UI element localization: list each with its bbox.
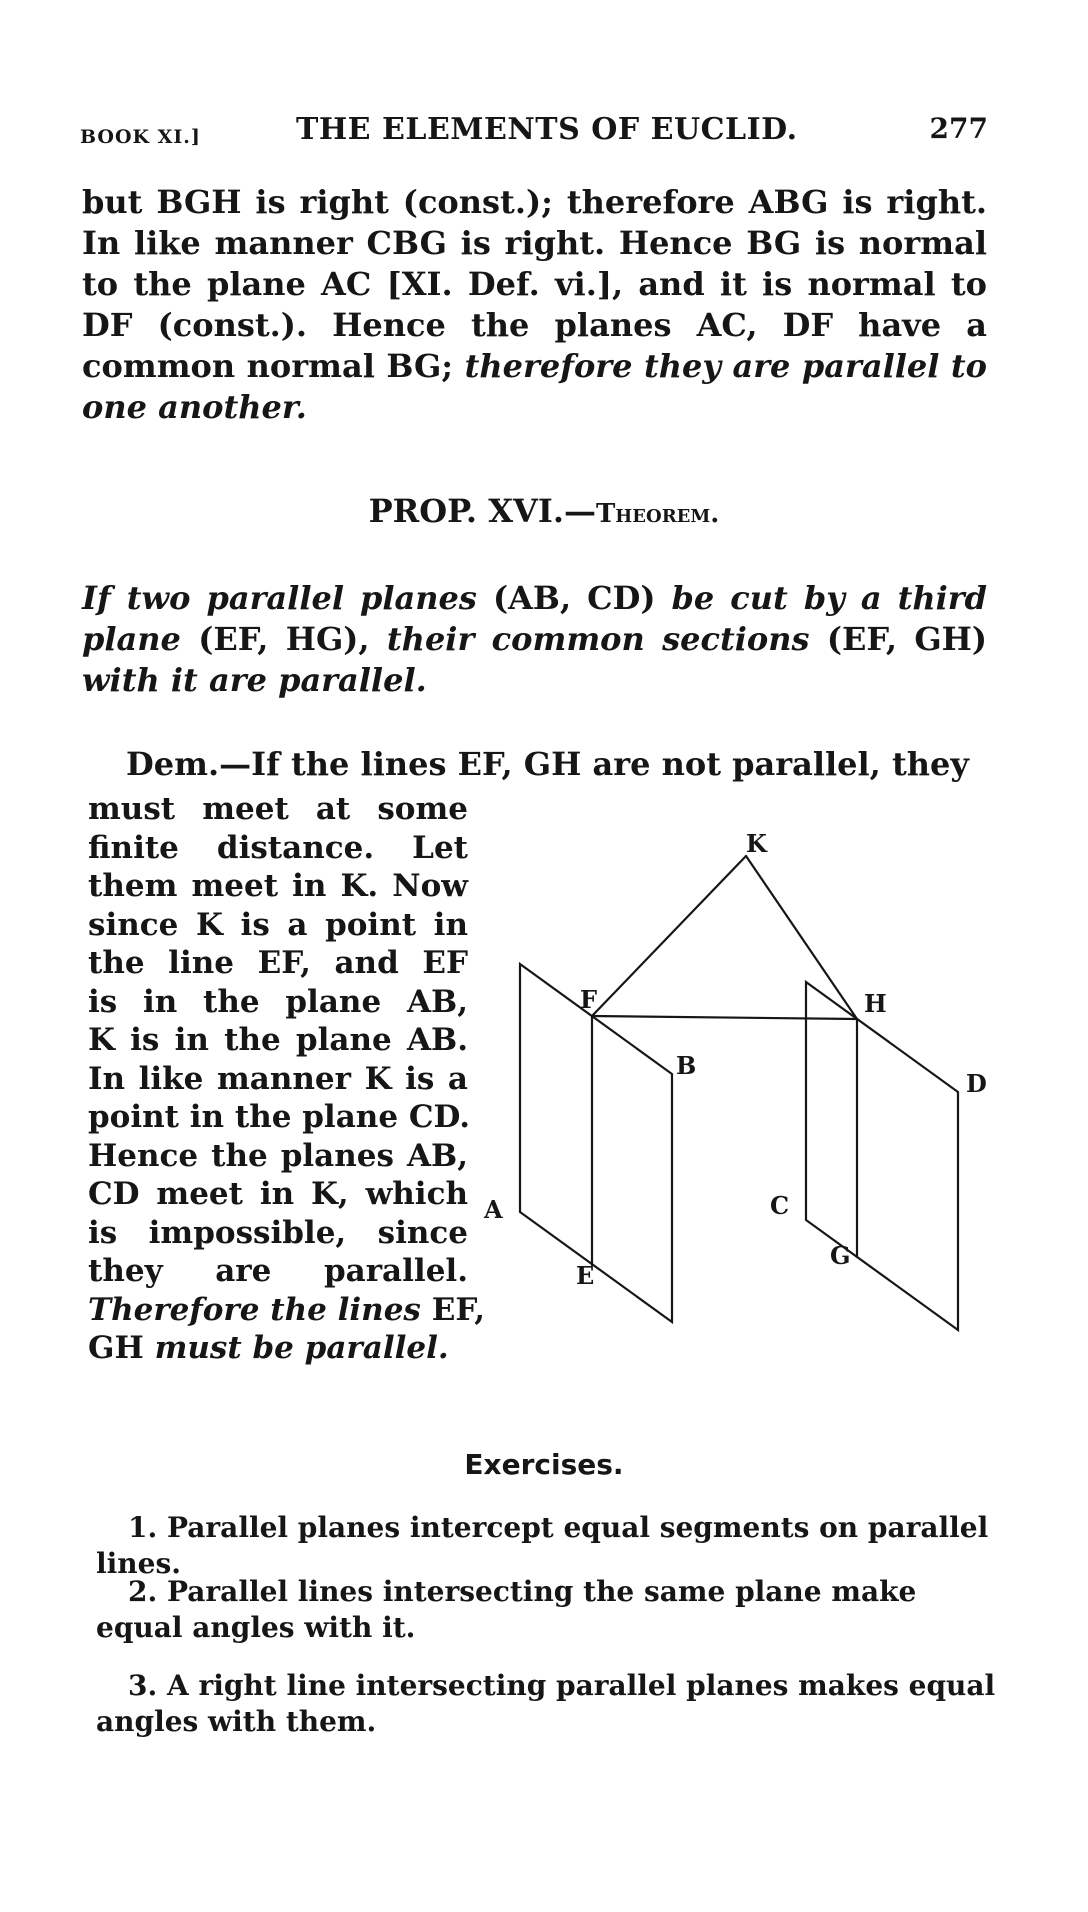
book-label: BOOK XI.] — [80, 126, 201, 148]
demonstration-line: must meet at some — [88, 791, 468, 827]
demonstration-line: Hence the planes AB, — [88, 1137, 468, 1174]
demonstration-line: they are parallel. — [88, 1253, 468, 1289]
label-b: B — [676, 1051, 697, 1080]
demonstration-line: In like manner K is a — [88, 1060, 468, 1097]
continuation-italic: therefore they are parallel to one another. — [82, 347, 987, 426]
demonstration-conclusion-1 — [88, 1291, 485, 1330]
proposition-title — [0, 492, 1088, 530]
exercise-item — [96, 1510, 1001, 1582]
demonstration-line: CD meet in K, which — [88, 1176, 468, 1212]
enunciation-part-3: be cut by a third plane — [82, 579, 988, 658]
running-header — [80, 112, 988, 152]
exercises-heading: Exercises. — [464, 1448, 624, 1481]
demonstration-conclusion-2 — [88, 1329, 468, 1368]
exercise-number: 1. — [128, 1511, 158, 1544]
conclusion-italic-1: Therefore the lines — [88, 1291, 421, 1328]
continuation-text: but BGH is right (const.); therefore ABG is right. In like manner CBG is right. Hence BG is normal to the plane AC [XI. Def. vi.], and it is normal to DF (const.). Hence the planes AC, DF have a common normal BG; — [82, 183, 987, 385]
enunciation-part-5: their common sections — [386, 620, 810, 658]
label-f: F — [580, 985, 598, 1014]
label-a: A — [484, 1195, 503, 1224]
demonstration-line: the line EF, and EF — [88, 945, 468, 981]
conclusion-italic-2: must be parallel. — [154, 1330, 449, 1366]
demonstration-line: point in the plane CD. — [88, 1099, 471, 1135]
demonstration-line: finite distance. Let — [88, 829, 468, 866]
label-g: G — [830, 1241, 851, 1270]
demonstration-line: is in the plane AB, — [88, 983, 468, 1020]
conclusion-plain-2: GH — [88, 1330, 144, 1366]
line-fh — [592, 1016, 857, 1019]
running-title: THE ELEMENTS OF EUCLID. — [296, 112, 798, 147]
plane-cd-outline — [806, 982, 958, 1330]
line-kh — [746, 856, 857, 1019]
enunciation-part-6: (EF, GH) — [826, 620, 988, 658]
continuation-paragraph — [82, 182, 987, 428]
page-number: 277 — [929, 112, 988, 145]
enunciation-part-2: (AB, CD) — [492, 579, 656, 617]
demonstration-column — [88, 790, 485, 1368]
demonstration-line: is impossible, since — [88, 1214, 468, 1251]
proposition-kind: Theorem. — [595, 499, 720, 529]
parallel-planes-figure — [480, 820, 1000, 1340]
proposition-number: PROP. XVI.— — [368, 492, 596, 530]
label-e: E — [576, 1261, 595, 1290]
label-d: D — [966, 1069, 987, 1098]
demonstration-line: K is in the plane AB. — [88, 1022, 468, 1058]
exercise-text: Parallel lines intersecting the same plane make equal angles with it. — [96, 1575, 917, 1644]
exercise-item — [96, 1574, 1001, 1646]
conclusion-plain-1: EF, — [431, 1291, 485, 1328]
line-fk — [592, 856, 746, 1016]
enunciation — [82, 578, 987, 701]
demonstration-line: them meet in K. Now — [88, 868, 468, 904]
enunciation-part-7: with it are parallel. — [82, 661, 427, 699]
demonstration-first-line: Dem.—If the lines EF, GH are not parallel, they — [126, 745, 969, 783]
enunciation-part-4: (EF, HG), — [198, 620, 370, 658]
demonstration-line: since K is a point in — [88, 906, 468, 943]
label-c: C — [770, 1191, 790, 1220]
exercise-number: 3. — [128, 1669, 158, 1702]
enunciation-part-1: If two parallel planes — [82, 579, 477, 617]
label-k: K — [746, 829, 767, 858]
exercise-text: Parallel planes intercept equal segments on parallel lines. — [96, 1511, 989, 1580]
label-h: H — [864, 989, 887, 1018]
exercise-item — [96, 1668, 1001, 1740]
exercise-number: 2. — [128, 1575, 158, 1608]
exercise-text: A right line intersecting parallel planes makes equal angles with them. — [96, 1669, 996, 1738]
